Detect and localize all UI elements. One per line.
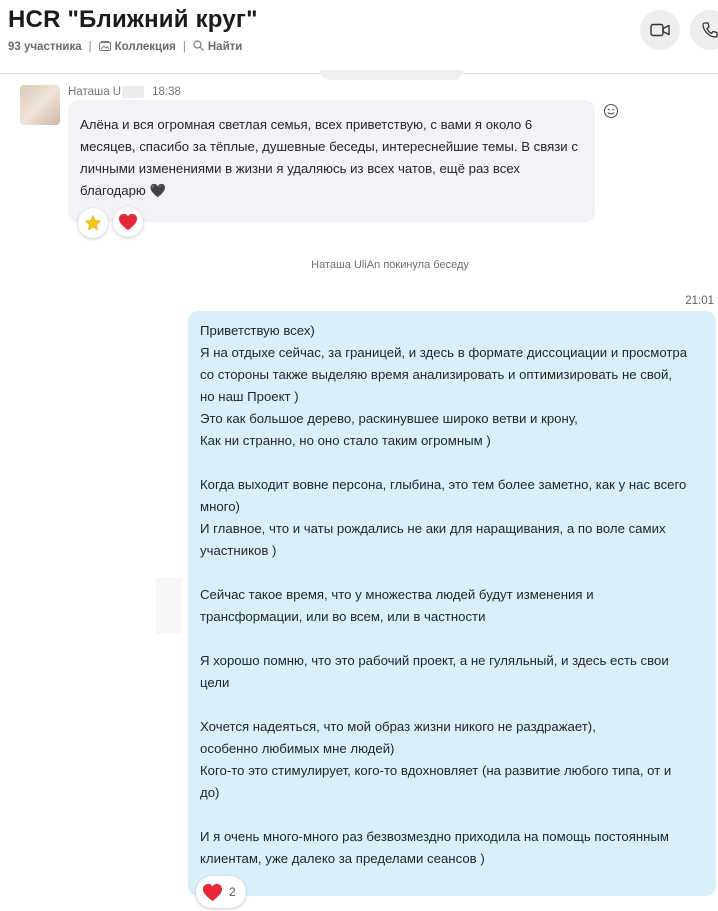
sender-name[interactable]: Наташа U: [68, 86, 122, 98]
message-line: Кого-то это стимулирует, кого-то вдохновляет (на развитие любого типа, от и: [200, 763, 672, 778]
smiley-icon: [603, 103, 619, 119]
message-line: Алёна и вся огромная светлая семья, всех приветствую, с вами я около 6: [80, 117, 533, 132]
message-line: трансформации, или во всем, или в частности: [200, 609, 486, 624]
message-sender: [68, 86, 181, 98]
message-line: до): [200, 785, 220, 800]
message-line: И я очень много-много раз безвозмездно приходила на помощь постоянным: [200, 829, 669, 844]
star-reaction[interactable]: [78, 208, 108, 238]
message-time: 21:01: [685, 295, 714, 307]
blank-line: [200, 452, 706, 474]
incoming-message-bubble[interactable]: [68, 100, 595, 222]
heart-reaction-count[interactable]: [196, 876, 246, 908]
load-more-pill[interactable]: [320, 70, 463, 80]
message-line: Как ни странно, но оно стало таким огромным ): [200, 433, 491, 448]
message-line: личными изменениями в жизни я удаляюсь из всех чатов, ещё раз всех: [80, 161, 520, 176]
message-line: Приветствую всех): [200, 323, 315, 338]
video-camera-icon: [650, 23, 670, 37]
message-line: со стороны также выделяю время анализировать и оптимизировать не свой,: [200, 367, 673, 382]
blank-line: [200, 804, 706, 826]
heart-icon: [202, 883, 223, 902]
search-icon: [193, 40, 204, 54]
members-count[interactable]: 93 участника: [8, 41, 82, 53]
message-line: цели: [200, 675, 230, 690]
avatar[interactable]: [20, 85, 60, 125]
message-line: много): [200, 499, 240, 514]
message-line: но наш Проект ): [200, 389, 299, 404]
message-line: месяцев, спасибо за тёплые, душевные беседы, интереснейшие темы. В связи с: [80, 139, 578, 154]
blurred-name-part: [122, 86, 144, 98]
blank-line: [200, 694, 706, 716]
system-message: Наташа UliAn покинула беседу: [311, 259, 469, 271]
audio-call-button[interactable]: [690, 10, 718, 50]
message-line: особенно любимых мне людей): [200, 741, 395, 756]
blank-line: [200, 562, 706, 584]
star-icon: [84, 214, 102, 232]
outgoing-message-bubble[interactable]: [188, 311, 716, 896]
chat-title: HCR "Ближний круг": [8, 6, 258, 33]
separator: |: [182, 41, 186, 53]
message-line: Когда выходит вовне персона, глыбина, это тем более заметно, как у нас всего: [200, 477, 687, 492]
reaction-count: 2: [229, 885, 236, 899]
message-time: 18:38: [152, 86, 181, 98]
find-link[interactable]: Найти: [207, 41, 243, 53]
message-line: Я на отдыхе сейчас, за границей, и здесь в формате диссоциации и просмотра: [200, 345, 688, 360]
phone-icon: [701, 21, 718, 39]
heart-icon: [118, 213, 138, 231]
collection-icon: [99, 41, 111, 54]
message-line: Хочется надеяться, что мой образ жизни никого не раздражает),: [200, 719, 596, 734]
message-line: И главное, что и чаты рождались не аки для наращивания, а по воле самих: [200, 521, 666, 536]
message-line: клиентам, уже далеко за пределами сеансов ): [200, 851, 485, 866]
separator: |: [88, 41, 92, 53]
heart-reaction[interactable]: [113, 207, 143, 237]
add-reaction-button[interactable]: [603, 103, 619, 119]
message-line: Это как большое дерево, раскинувшее широко ветви и крону,: [200, 411, 578, 426]
video-call-button[interactable]: [640, 10, 680, 50]
message-line: Я хорошо помню, что это рабочий проект, а не гуляльный, и здесь есть свои: [200, 653, 669, 668]
collection-link[interactable]: Коллекция: [114, 41, 176, 53]
message-line: участников ): [200, 543, 277, 558]
faint-overlay: [156, 578, 182, 634]
message-line: благодарю 🖤: [80, 183, 166, 198]
message-line: Сейчас такое время, что у множества людей будут изменения и: [200, 587, 594, 602]
blank-line: [200, 628, 706, 650]
chat-header: [0, 0, 718, 74]
chat-subline: [8, 40, 242, 54]
